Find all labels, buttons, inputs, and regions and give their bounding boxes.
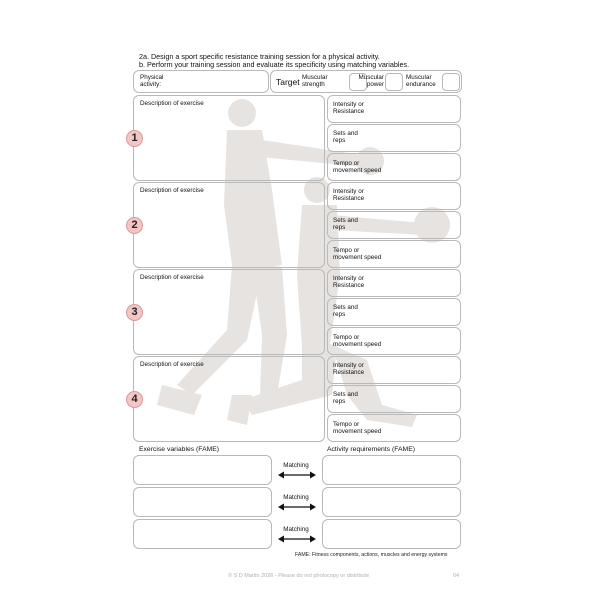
option-muscular-endurance-label: Muscular endurance bbox=[406, 74, 436, 89]
exercise-variable-field-1[interactable] bbox=[133, 455, 272, 485]
tempo-label-4: Tempo or movement speed bbox=[333, 421, 382, 436]
exercise-variable-field-3[interactable] bbox=[133, 519, 272, 549]
activity-requirement-field-3[interactable] bbox=[322, 519, 461, 549]
physical-activity-label: Physical activity: bbox=[140, 74, 164, 89]
double-arrow-icon bbox=[278, 471, 316, 479]
intensity-field-1[interactable] bbox=[327, 95, 461, 123]
option-muscular-power-label: Muscular power bbox=[358, 74, 384, 89]
intensity-field-3[interactable] bbox=[327, 269, 461, 297]
intensity-label-2: Intensity or Resistance bbox=[333, 188, 365, 203]
description-label-2: Description of exercise bbox=[140, 187, 204, 194]
exercise-variable-field-2[interactable] bbox=[133, 487, 272, 517]
matching-label-3: Matching bbox=[283, 526, 309, 533]
exercise-number-3: 3 bbox=[126, 304, 143, 321]
muscular-endurance-checkbox[interactable] bbox=[442, 73, 460, 91]
instruction-b: b. Perform your training session and evaluate its specificity using matching variables. bbox=[139, 60, 410, 69]
tempo-label-2: Tempo or movement speed bbox=[333, 247, 382, 262]
intensity-field-4[interactable] bbox=[327, 356, 461, 384]
sets-label-4: Sets and reps bbox=[333, 391, 358, 406]
exercise-variables-heading: Exercise variables (FAME) bbox=[139, 446, 220, 453]
tempo-label-1: Tempo or movement speed bbox=[333, 160, 382, 175]
tempo-label-3: Tempo or movement speed bbox=[333, 334, 382, 349]
sets-label-2: Sets and reps bbox=[333, 217, 358, 232]
description-label-1: Description of exercise bbox=[140, 100, 204, 107]
sets-reps-field-2[interactable] bbox=[327, 211, 461, 239]
intensity-label-4: Intensity or Resistance bbox=[333, 362, 365, 377]
matching-label-2: Matching bbox=[283, 494, 309, 501]
matching-label-1: Matching bbox=[283, 462, 309, 469]
fame-note: FAME: Fitness components, actions, muscles and energy systems bbox=[295, 552, 448, 558]
tempo-field-4[interactable] bbox=[327, 414, 461, 442]
description-label-4: Description of exercise bbox=[140, 361, 204, 368]
sets-label-3: Sets and reps bbox=[333, 304, 358, 319]
target-label: Target bbox=[276, 77, 300, 87]
description-field-4[interactable] bbox=[133, 356, 325, 442]
exercise-number-4: 4 bbox=[126, 391, 143, 408]
tempo-field-3[interactable] bbox=[327, 327, 461, 355]
physical-activity-field[interactable] bbox=[133, 70, 269, 93]
sets-reps-field-4[interactable] bbox=[327, 385, 461, 413]
activity-requirement-field-1[interactable] bbox=[322, 455, 461, 485]
double-arrow-icon bbox=[278, 535, 316, 543]
page-number: 64 bbox=[453, 573, 460, 579]
exercise-number-1: 1 bbox=[126, 130, 143, 147]
description-field-1[interactable] bbox=[133, 95, 325, 181]
double-arrow-icon bbox=[278, 503, 316, 511]
intensity-field-2[interactable] bbox=[327, 182, 461, 210]
sets-reps-field-3[interactable] bbox=[327, 298, 461, 326]
target-panel bbox=[270, 70, 462, 93]
exercise-number-2: 2 bbox=[126, 217, 143, 234]
sets-reps-field-1[interactable] bbox=[327, 124, 461, 152]
tempo-field-1[interactable] bbox=[327, 153, 461, 181]
intensity-label-3: Intensity or Resistance bbox=[333, 275, 365, 290]
sets-label-1: Sets and reps bbox=[333, 130, 358, 145]
activity-requirements-heading: Activity requirements (FAME) bbox=[327, 446, 416, 453]
intensity-label-1: Intensity or Resistance bbox=[333, 101, 365, 116]
tempo-field-2[interactable] bbox=[327, 240, 461, 268]
description-field-2[interactable] bbox=[133, 182, 325, 268]
instruction-a: 2a. Design a sport specific resistance training session for a physical activity. bbox=[139, 52, 380, 61]
option-muscular-strength-label: Muscular strength bbox=[302, 74, 328, 89]
muscular-power-checkbox[interactable] bbox=[385, 73, 403, 91]
copyright-footer: © S D Martin 2026 - Please do not photocopy or distribute bbox=[228, 573, 370, 579]
description-label-3: Description of exercise bbox=[140, 274, 204, 281]
activity-requirement-field-2[interactable] bbox=[322, 487, 461, 517]
description-field-3[interactable] bbox=[133, 269, 325, 355]
